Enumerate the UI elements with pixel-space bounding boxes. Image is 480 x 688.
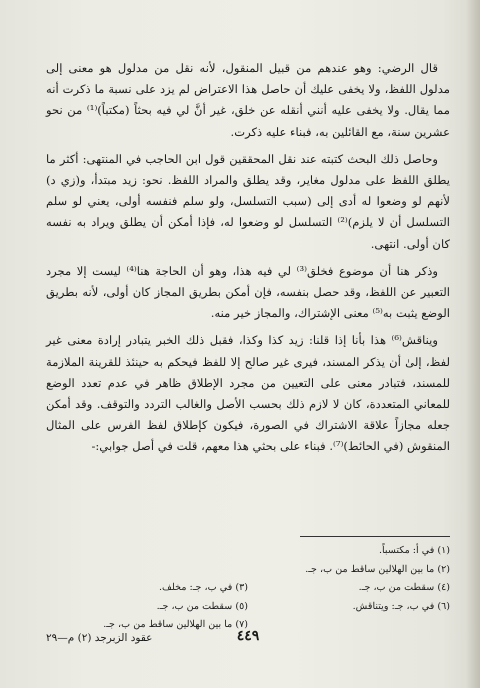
footnote-separator <box>300 536 450 537</box>
body-text <box>46 58 450 458</box>
paragraph-1: قال الرضي: وهو عندهم من قبيل المنقول، لأنه نقل من مدلول هو معنى إلى مدلول اللفظ، ولا يخفى عليك أن حاصل هذا الاعتراض لم يزد على نسبة ما ذكرت أنه مما يقال. ولا يخفى عليه أنني أنقله عن خلق، غير أنَّ لي فيه بحثاً (مكتباً)⁽¹⁾ من نحو عشرين سنة، مع القائلين به، فبناء عليه ذكرت. <box>46 61 450 139</box>
footnote-row <box>46 598 450 617</box>
page-number: ٤٤٩ <box>236 628 260 644</box>
footnote-1: (١) في أ: مكتسباً. <box>378 545 450 556</box>
footnote-3: (٣) في ب، جـ: مخلف. <box>158 582 248 593</box>
paragraph-2: وحاصل ذلك البحث كتبته عند نقل المحققين قول ابن الحاجب في المنتهى: أكثر ما يطلق اللفظ على مدلول مغاير، وقد يطلق والمراد اللفظ. نحو: زيد مبتدأ، و(زي د) لأنهم لو وضعوا له أدى إلى (سبب التسلسل، ولو سلم فنفسه أولى، يعني لو سلم التسلسل أن لا يلزم)⁽²⁾ التسلسل لو وضعوا له، فإذا أمكن أن يطلق ويراد به نفسه كان أولى. انتهى. <box>46 151 450 251</box>
page-spine-shadow <box>466 0 480 688</box>
paragraph-4: ويناقش⁽⁶⁾ هذا بأنا إذا قلنا: زيد كذا وكذا، فقبل ذلك الخبر يتبادر إرادة معنى غير لفظ، إلىٰ أن يذكر المسند، فيرى غير صالح إلا للفظ فيحكم به حينئذ للقرينة الملازمة للمسند، فتبادر معنى على التعيين من مجرد الإطلاق ظاهر في عدم تعدد الوضع للمعاني المتعددة، كان لا لازم ذلك بحسب الأصل والغالب التردد والتوقف. وقد أمكن جعله مجازاً علاقة الاشتراك في الصورة، فيكون كإطلاق لفظ الفرس على المثال المنقوش (في الحائط)⁽⁷⁾. فبناء على بحثي هذا معهم، قلت في أصل جوابي:- <box>46 333 450 454</box>
footnote-5: (٥) سقطت من ب، جـ. <box>156 600 248 612</box>
footnote-6: (٦) في ب، جـ: ويتناقش. <box>352 600 450 612</box>
footnotes <box>46 542 450 635</box>
footnote-row <box>46 579 450 598</box>
footnote-row <box>46 542 450 561</box>
page-footer <box>46 628 450 650</box>
footnote-4: (٤) سقطت من ب، جـ. <box>358 582 450 593</box>
footnote-row <box>46 561 450 580</box>
footnote-2: (٢) ما بين الهلالين ساقط من ب، جـ. <box>305 563 450 575</box>
footnote-7: (٧) ما بين الهلالين ساقط من ب، جـ. <box>103 619 248 630</box>
running-title: عقود الزبرجد (٢) م—٢٩ <box>46 632 153 644</box>
paragraph-3: وذكر هنا أن موضوع فخلق⁽³⁾ لي فيه هذا، وهو أن الحاجة هنا⁽⁴⁾ ليست إلا مجرد التعبير عن اللفظ، وقد حصل بنفسه، فإن أمكن بطريق المجاز كان أولى، لأنه بطريق الوضع يثبت به⁽⁵⁾ معنى الإشتراك، والمجاز خير منه. <box>46 263 450 321</box>
